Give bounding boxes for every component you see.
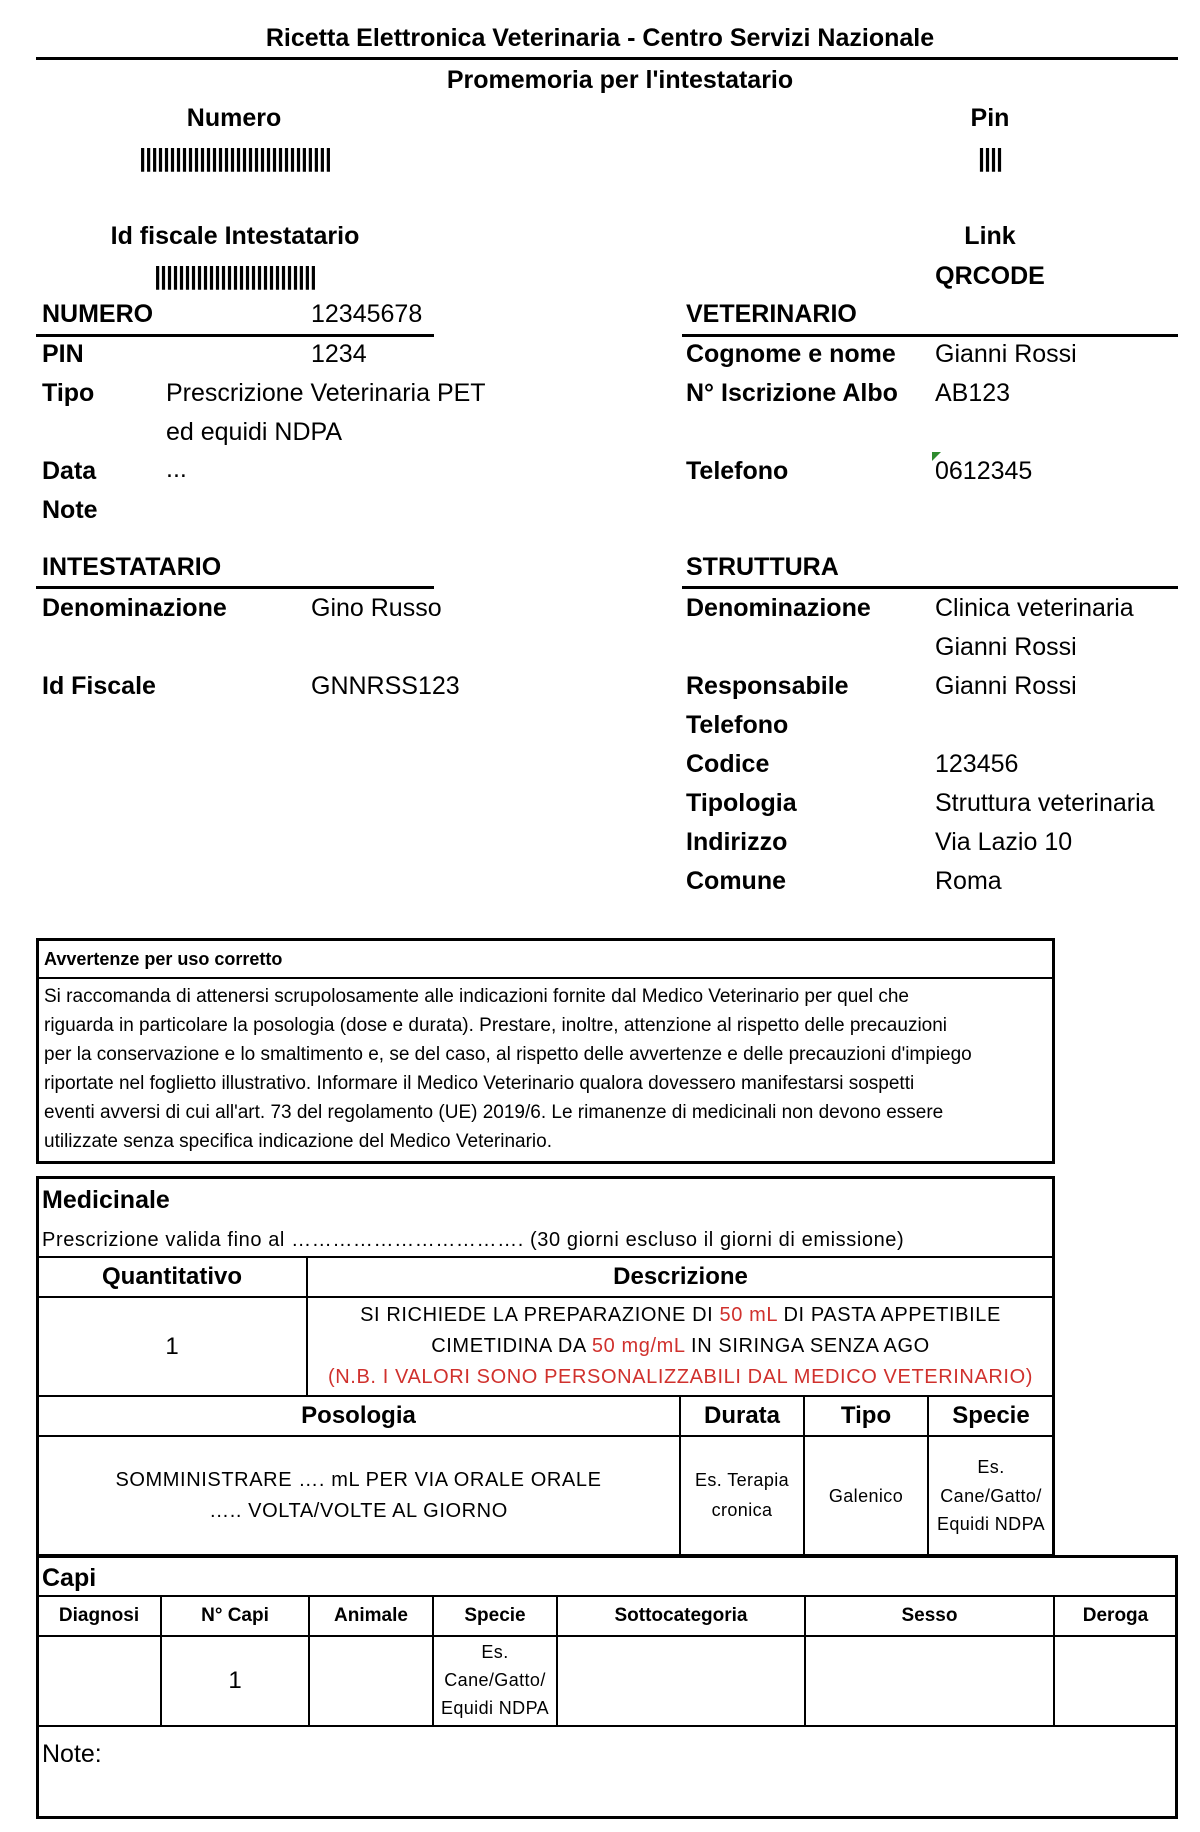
comune-label: Comune [686, 867, 786, 895]
specie-line-2: Cane/Gatto/ [940, 1485, 1042, 1506]
durata-line-2: cronica [711, 1500, 773, 1520]
tipo-field-label: Tipo [42, 379, 95, 407]
pin-label: Pin [970, 104, 1010, 132]
tipologia-value: Struttura veterinaria [935, 789, 1155, 817]
tipo-cell: Galenico [803, 1435, 929, 1557]
comune-value: Roma [935, 867, 1002, 895]
codice-label: Codice [686, 750, 770, 778]
responsabile-label: Responsabile [686, 672, 849, 700]
posologia-line-2: ….. VOLTA/VOLTE AL GIORNO [209, 1500, 508, 1522]
capi-cell-sottocategoria [556, 1635, 806, 1727]
avvertenze-line-5: eventi avversi di cui all'art. 73 del regolamento (UE) 2019/6. Le rimanenze di medicinali non devono essere [44, 1102, 944, 1123]
capi-cell-animale [308, 1635, 434, 1727]
tipologia-label: Tipologia [686, 789, 797, 817]
posologia-line-1: SOMMINISTRARE …. mL PER VIA ORALE ORALE [115, 1469, 602, 1491]
durata-cell [679, 1435, 805, 1557]
descrizione-note: (N.B. I VALORI SONO PERSONALIZZABILI DAL MEDICO VETERINARIO) [327, 1366, 1033, 1388]
avvertenze-line-6: utilizzate senza specifica indicazione del Medico Veterinario. [44, 1131, 552, 1152]
descrizione-line-2 [431, 1331, 930, 1362]
descrizione-header: Descrizione [306, 1256, 1055, 1298]
numero-barcode: |||||||||||||||||||||||||||||||| [139, 144, 331, 172]
quantitativo-header: Quantitativo [36, 1256, 308, 1298]
avvertenze-line-1: Si raccomanda di attenersi scrupolosamente alle indicazioni fornite dal Medico Veterinario per quel che [44, 986, 909, 1007]
document-subtitle: Promemoria per l'intestatario [446, 66, 794, 94]
capi-header-deroga: Deroga [1053, 1595, 1178, 1637]
capi-header-specie: Specie [432, 1595, 558, 1637]
intestatario-idfiscale-value: GNNRSS123 [311, 672, 460, 700]
capi-header-animale: Animale [308, 1595, 434, 1637]
title-divider [36, 57, 1178, 60]
codice-value: 123456 [935, 750, 1019, 778]
capi-specie-line-1: Es. [481, 1642, 509, 1663]
intestatario-idfiscale-label: Id Fiscale [42, 672, 156, 700]
descrizione-text: CIMETIDINA DA [431, 1335, 592, 1357]
descrizione-text: DI PASTA APPETIBILE [777, 1304, 1001, 1326]
albo-value: AB123 [935, 379, 1011, 407]
capi-specie-line-3: Equidi NDPA [440, 1697, 550, 1718]
albo-label: N° Iscrizione Albo [686, 379, 898, 407]
pin-field-label: PIN [42, 340, 84, 368]
capi-cell-sesso [804, 1635, 1055, 1727]
cognome-value: Gianni Rossi [935, 340, 1077, 368]
idfiscale-intestatario-label: Id fiscale Intestatario [110, 222, 360, 250]
validita-text: Prescrizione valida fino al ……………………………. (30 giorni escluso il giorni di emissione) [42, 1229, 905, 1251]
note-field-label: Note [42, 496, 98, 524]
numero-divider [36, 334, 434, 337]
intestatario-denominazione-label: Denominazione [42, 594, 227, 622]
capi-title: Capi [42, 1564, 97, 1592]
durata-line-1: Es. Terapia [694, 1470, 790, 1491]
specie-line-1: Es. [977, 1456, 1005, 1477]
struttura-denominazione-label: Denominazione [686, 594, 871, 622]
avvertenze-box [36, 938, 1055, 1164]
veterinario-divider [682, 334, 1178, 337]
intestatario-heading: INTESTATARIO [42, 553, 222, 581]
data-field-label: Data [42, 457, 97, 485]
capi-header-ncapi: N° Capi [160, 1595, 310, 1637]
capi-cell-diagnosi [36, 1635, 162, 1727]
descrizione-text: IN SIRINGA SENZA AGO [684, 1335, 930, 1357]
numero-field-label: NUMERO [42, 300, 154, 328]
numero-field-value: 12345678 [311, 300, 423, 328]
posologia-cell [36, 1435, 681, 1557]
vet-telefono-label: Telefono [686, 457, 789, 485]
capi-cell-specie [432, 1635, 558, 1727]
pin-field-value: 1234 [311, 340, 367, 368]
avvertenze-divider [39, 977, 1052, 979]
quantitativo-value: 1 [36, 1296, 308, 1397]
document-title: Ricetta Elettronica Veterinaria - Centro Servizi Nazionale [265, 24, 935, 52]
struttura-divider [682, 586, 1178, 589]
avvertenze-line-3: per la conservazione e lo smaltimento e, se del caso, al rispetto delle avvertenze e delle precauzioni d'impiego [44, 1044, 972, 1065]
struttura-telefono-label: Telefono [686, 711, 789, 739]
responsabile-value: Gianni Rossi [935, 672, 1077, 700]
capi-note-label: Note: [42, 1740, 102, 1768]
cognome-label: Cognome e nome [686, 340, 896, 368]
data-field-value: ... [166, 455, 187, 483]
capi-header-sottocategoria: Sottocategoria [556, 1595, 806, 1637]
specie-line-3: Equidi NDPA [936, 1514, 1046, 1535]
veterinario-heading: VETERINARIO [686, 300, 857, 328]
capi-header-diagnosi: Diagnosi [36, 1595, 162, 1637]
descrizione-volume: 50 mL [719, 1304, 778, 1326]
tipo-field-value-line2: ed equidi NDPA [166, 418, 343, 446]
capi-header-sesso: Sesso [804, 1595, 1055, 1637]
struttura-denominazione-value-line2: Gianni Rossi [935, 633, 1077, 661]
tipo-field-value-line1: Prescrizione Veterinaria PET [166, 379, 486, 407]
durata-header: Durata [679, 1395, 805, 1437]
numero-label: Numero [186, 104, 282, 132]
qrcode-label: QRCODE [935, 262, 1045, 290]
intestatario-divider [36, 586, 434, 589]
struttura-heading: STRUTTURA [686, 553, 839, 581]
struttura-denominazione-value-line1: Clinica veterinaria [935, 594, 1134, 622]
indirizzo-label: Indirizzo [686, 828, 788, 856]
capi-cell-ncapi: 1 [160, 1635, 310, 1727]
avvertenze-line-2: riguarda in particolare la posologia (dose e durata). Prestare, inoltre, attenzione al rispetto delle precauzioni [44, 1015, 948, 1036]
intestatario-denominazione-value: Gino Russo [311, 594, 442, 622]
tipo-header: Tipo [803, 1395, 929, 1437]
posologia-header: Posologia [36, 1395, 681, 1437]
link-label: Link [964, 222, 1016, 250]
capi-cell-deroga [1053, 1635, 1178, 1727]
indirizzo-value: Via Lazio 10 [935, 828, 1073, 856]
descrizione-text: SI RICHIEDE LA PREPARAZIONE DI [360, 1304, 720, 1326]
medicinale-title: Medicinale [42, 1186, 170, 1214]
descrizione-cell [306, 1296, 1055, 1397]
specie-cell [927, 1435, 1055, 1557]
descrizione-concentration: 50 mg/mL [591, 1335, 685, 1357]
capi-specie-line-2: Cane/Gatto/ [444, 1670, 546, 1691]
pin-barcode: |||| [978, 144, 1002, 172]
idfiscale-barcode: ||||||||||||||||||||||||||| [154, 262, 316, 290]
specie-header: Specie [927, 1395, 1055, 1437]
avvertenze-line-4: riportate nel foglietto illustrativo. Informare il Medico Veterinario qualora dovessero manifestarsi sospetti [44, 1073, 915, 1094]
avvertenze-title: Avvertenze per uso corretto [44, 949, 283, 969]
vet-telefono-value: 0612345 [935, 457, 1033, 485]
descrizione-line-1 [360, 1300, 1001, 1331]
